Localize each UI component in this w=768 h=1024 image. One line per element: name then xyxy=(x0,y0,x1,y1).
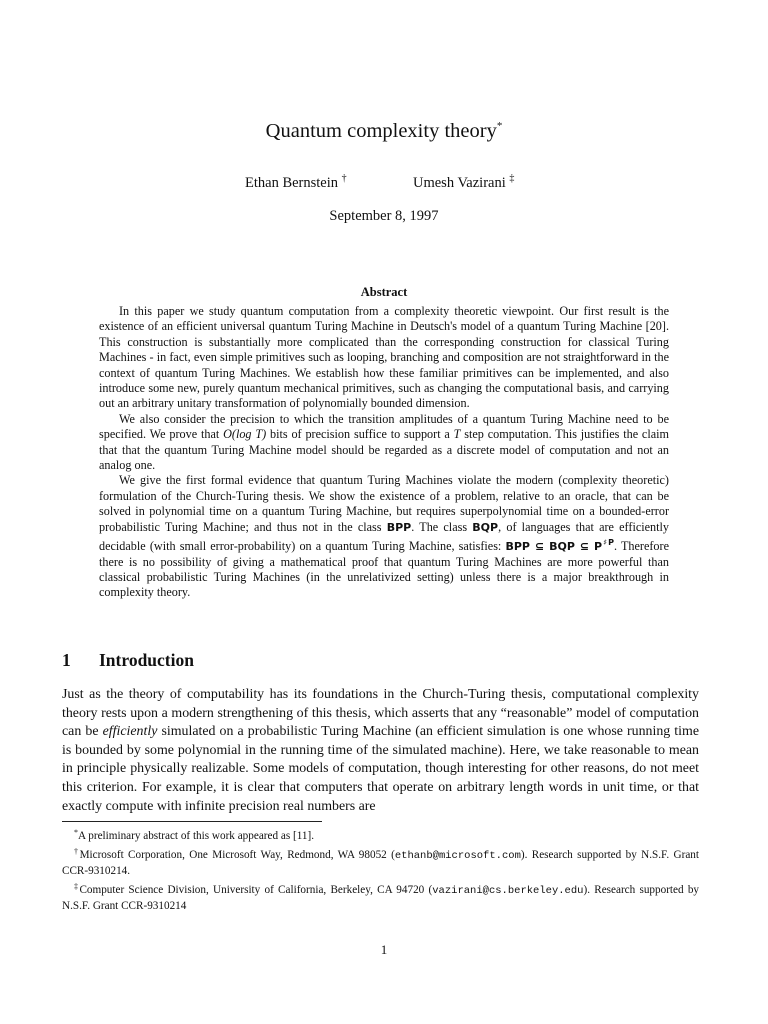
email-vazirani: vazirani@cs.berkeley.edu xyxy=(432,885,584,897)
footnote-2: †Microsoft Corporation, One Microsoft Way, Redmond, WA 98052 (ethanb@microsoft.com). Research supported by N.S.F. Grant CCR-9310214. xyxy=(62,847,699,877)
emphasis-efficiently: efficiently xyxy=(102,724,158,740)
email-bernstein: ethanb@microsoft.com xyxy=(394,850,521,862)
title-text: Quantum complexity theory xyxy=(265,120,497,142)
abstract-heading: Abstract xyxy=(360,285,408,299)
footnote-1: *A preliminary abstract of this work appeared as [11]. xyxy=(74,828,314,842)
footnote-rule xyxy=(62,821,322,822)
footnotes xyxy=(62,825,699,914)
class-inclusion: BPP ⊆ BQP ⊆ P xyxy=(505,540,603,554)
class-bqp: BQP xyxy=(472,520,499,534)
class-sharp-p: ♯P xyxy=(602,538,614,548)
introduction-body xyxy=(62,686,699,816)
footnote-3: ‡Computer Science Division, University of California, Berkeley, CA 94720 (vazirani@cs.berkeley.edu). Research supported by N.S.F. Grant CCR-9310214 xyxy=(62,882,700,912)
introduction-paragraph: Just as the theory of computability has its foundations in the Church-Turing thesis, computational complexity theory rests upon a modern strengthening of this thesis, which asserts that any “reasonable” model of computation can be efficiently simulated on a probabilistic Turing Machine (an efficient simulation is one whose running time is bounded by some polynomial in the running time of the simulated machine). Here, we take reasonable to mean in principle physically realizable. Some models of computation, though interesting for other reasons, do not meet this criterion. For example, it is clear that computers that operate on arbitrary length words in unit time, or that exactly compute with infinite precision real numbers are xyxy=(62,687,699,814)
page-number: 1 xyxy=(380,942,388,957)
math-olog: O(log T) xyxy=(223,427,267,442)
section-heading-introduction xyxy=(62,650,194,671)
math-t: T xyxy=(453,427,461,442)
paper-date: September 8, 1997 xyxy=(329,208,439,224)
author-vazirani: Umesh Vazirani ‡ xyxy=(413,173,515,191)
abstract-paragraph-3: We give the first formal evidence that quantum Turing Machines violate the modern (complexity theoretic) formulation of the Church-Turing thesis. We show the existence of a problem, relative to an oracle, that can be solved in polynomial time on a quantum Turing Machine, but requires superpolynomial time on a bounded-error probabilistic Turing Machine; and thus not in the class BPP. The class BQP, of languages that are efficiently decidable (with small error-probability) on a quantum Turing Machine, satisfies: BPP ⊆ BQP ⊆ $P^{♯P}$. Therefore there is no possibility of giving a mathematical proof that quantum Turing Machines are more powerful than classical probabilistic Turing Machines (in the unrelativized setting) unless there is a major breakthrough in complexity theory. xyxy=(99,473,669,600)
abstract-paragraph-2: We also consider the precision to which the transition amplitudes of a quantum Turing Machine need to be specified. We prove that O(log T) bits of precision suffice to support a T step computation. This justifies the claim that that the quantum Turing Machine model should be regarded as a discrete model of computation and not an analog one. xyxy=(99,411,670,473)
section-number: 1 xyxy=(62,650,71,670)
title-footnote-mark: * xyxy=(496,120,503,132)
section-title: Introduction xyxy=(99,650,194,670)
paper-title xyxy=(0,120,768,143)
abstract-body xyxy=(99,304,669,601)
author-bernstein: Ethan Bernstein † xyxy=(245,173,347,191)
class-bpp: BPP xyxy=(386,520,412,534)
abstract-paragraph-1: In this paper we study quantum computation from a complexity theoretic viewpoint. Our first result is the existence of an efficient universal quantum Turing Machine in Deutsch's model of a quantum Turing Machine [20]. This construction is substantially more complicated than the corresponding construction for classical Turing Machines - in fact, even simple primitives such as looping, branching and composition are not straightforward in the context of quantum Turing Machines. We establish how these familiar primitives can be implemented, and also introduce some new, purely quantum mechanical primitives, such as changing the computational basis, and carrying out an arbitrary unitary transformation of polynomially bounded dimension. xyxy=(99,304,669,411)
